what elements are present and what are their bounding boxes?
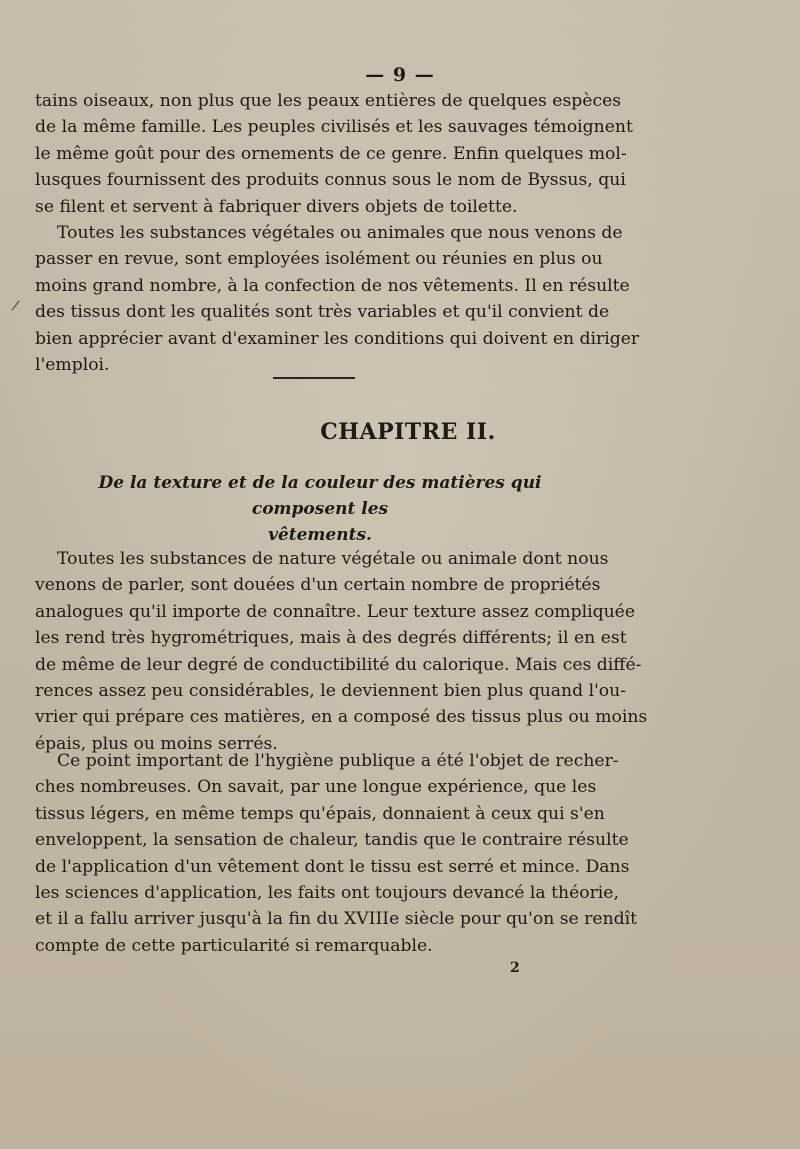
- paragraph: [35, 220, 640, 378]
- text-line: se filent et servent à fabriquer divers objets de toilette.: [35, 196, 518, 217]
- text-line: des tissus dont les qualités sont très variables et qu'il convient de: [35, 302, 610, 323]
- text-line: moins grand nombre, à la confection de nos vêtements. Il en résulte: [35, 275, 630, 296]
- printer-signature-mark: 2: [510, 960, 520, 976]
- section-divider: [273, 377, 355, 379]
- text-line: compte de cette particularité si remarquable.: [35, 935, 433, 956]
- text-line: enveloppent, la sensation de chaleur, tandis que le contraire résulte: [35, 830, 629, 851]
- text-line: vrier qui prépare ces matières, en a composé des tissus plus ou moins: [35, 707, 648, 728]
- text-line: épais, plus ou moins serrés.: [35, 733, 278, 754]
- text-line: rences assez peu considérables, le deviennent bien plus quand l'ou-: [35, 681, 627, 702]
- text-line: Toutes les substances de nature végétale ou animale dont nous: [57, 549, 609, 569]
- text-line: analogues qu'il importe de connaître. Leur texture assez compliquée: [35, 601, 636, 622]
- text-line: ches nombreuses. On savait, par une longue expérience, que les: [35, 777, 597, 798]
- subtitle-line: De la texture et de la couleur des matières qui composent les: [98, 473, 542, 519]
- text-line: tains oiseaux, non plus que les peaux entières de quelques espèces: [35, 91, 622, 111]
- text-line: bien apprécier avant d'examiner les conditions qui doivent en diriger: [35, 328, 640, 349]
- subtitle-line: vêtements.: [268, 525, 372, 545]
- text-line: venons de parler, sont douées d'un certain nombre de propriétés: [35, 575, 601, 596]
- paragraph: [35, 748, 638, 959]
- paragraph-continuation: [35, 88, 633, 220]
- margin-pencil-mark: /: [10, 297, 21, 315]
- text-line: lusques fournissent des produits connus sous le nom de Byssus, qui: [35, 170, 626, 191]
- paragraph: [35, 546, 648, 757]
- text-line: les rend très hygrométriques, mais à des degrés différents; il en est: [35, 628, 627, 649]
- text-line: le même goût pour des ornements de ce genre. Enfin quelques mol-: [35, 143, 627, 164]
- text-line: et il a fallu arriver jusqu'à la fin du XVIIIe siècle pour qu'on se rendît: [35, 909, 638, 930]
- text-line: de la même famille. Les peuples civilisés et les sauvages témoignent: [35, 117, 633, 138]
- text-line: Toutes les substances végétales ou animales que nous venons de: [57, 223, 623, 243]
- chapter-title: CHAPITRE II.: [320, 419, 496, 445]
- text-line: de même de leur degré de conductibilité du calorique. Mais ces diffé-: [35, 654, 642, 675]
- text-line: les sciences d'application, les faits ont toujours devancé la théorie,: [35, 883, 619, 904]
- page-number: — 9 —: [365, 64, 435, 86]
- text-line: l'emploi.: [35, 355, 110, 376]
- text-line: Ce point important de l'hygiène publique a été l'objet de recher-: [57, 751, 619, 771]
- text-line: de l'application d'un vêtement dont le tissu est serré et mince. Dans: [35, 856, 630, 877]
- text-line: tissus légers, en même temps qu'épais, donnaient à ceux qui s'en: [35, 803, 605, 824]
- chapter-subtitle: [60, 470, 580, 548]
- text-line: passer en revue, sont employées isolément ou réunies en plus ou: [35, 249, 603, 270]
